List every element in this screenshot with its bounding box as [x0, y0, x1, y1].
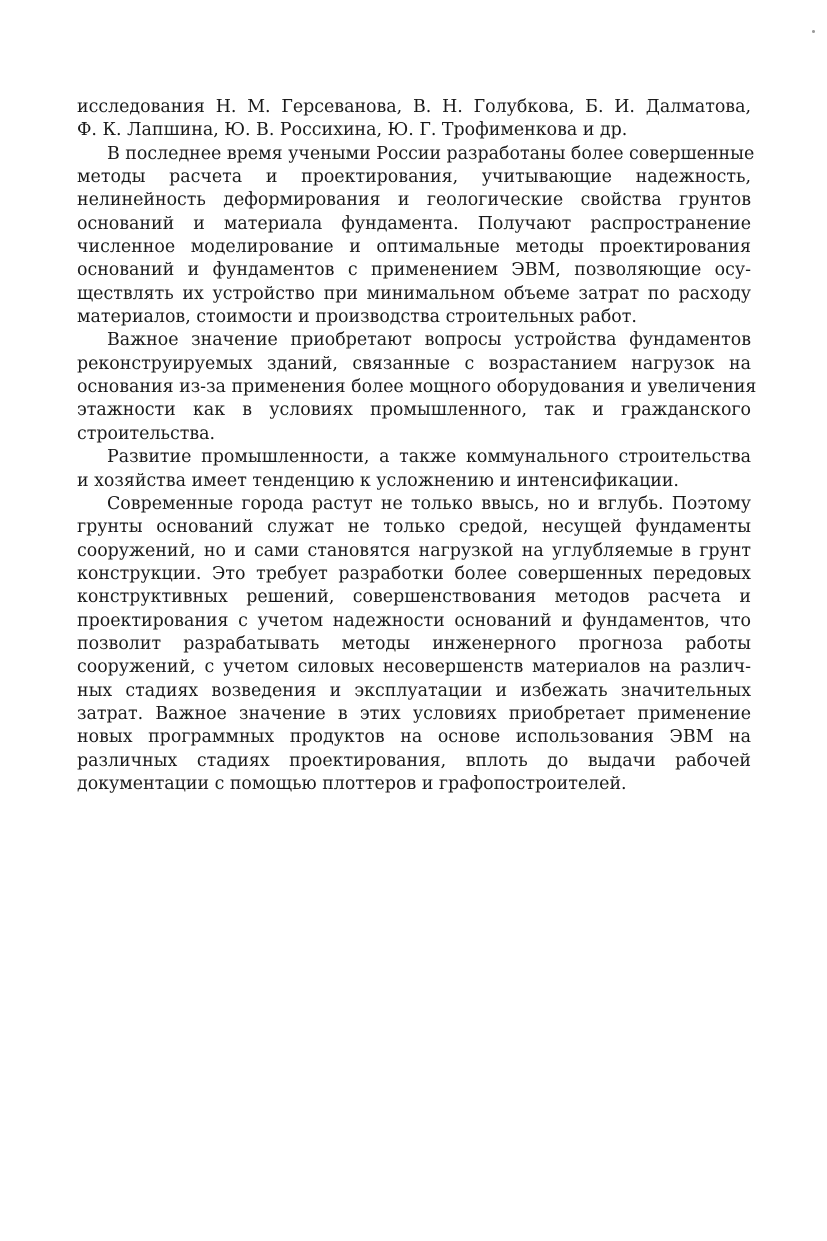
- text-line: проектирования с учетом надежности оснований и фундаментов, что: [77, 610, 751, 631]
- text-line: строительства.: [77, 423, 216, 444]
- text-line: методы расчета и проектирования, учитывающие надежность,: [77, 167, 751, 188]
- text-line: различных стадиях проектирования, вплоть до выдачи рабочей: [77, 750, 751, 771]
- text-line: сооружений, но и сами становятся нагрузкой на углубляемые в грунт: [77, 540, 751, 561]
- body-text: [77, 96, 757, 796]
- scan-dot-mark: [812, 30, 815, 33]
- paragraph: [77, 493, 751, 796]
- paragraph: [77, 96, 751, 143]
- text-line: исследования Н. М. Герсеванова, В. Н. Голубкова, Б. И. Далматова,: [77, 97, 751, 117]
- text-line: В последнее время учеными России разработаны более совершенные: [107, 143, 755, 164]
- text-line: Развитие промышленности, а также коммунального строительства: [107, 447, 751, 468]
- text-line: численное моделирование и оптимальные методы проектирования: [77, 237, 751, 258]
- text-line: Ф. К. Лапшина, Ю. В. Россихина, Ю. Г. Трофименкова и др.: [77, 120, 628, 141]
- text-line: материалов, стоимости и производства строительных работ.: [77, 307, 637, 328]
- text-line: затрат. Важное значение в этих условиях приобретает применение: [77, 703, 751, 724]
- text-line: основания из-за применения более мощного оборудования и увеличения: [77, 377, 757, 398]
- text-line: реконструируемых зданий, связанные с возрастанием нагрузок на: [77, 353, 751, 374]
- text-line: оснований и фундаментов с применением ЭВМ, позволяющие осу-: [77, 260, 751, 281]
- text-line: и хозяйства имеет тенденцию к усложнению и интенсификации.: [77, 470, 679, 491]
- text-line: конструкции. Это требует разработки более совершенных передовых: [77, 563, 751, 584]
- text-line: оснований и материала фундамента. Получают распространение: [77, 213, 751, 234]
- text-line: документации с помощью плоттеров и графопостроителей.: [77, 773, 627, 794]
- paragraph: [77, 329, 757, 446]
- text-line: Важное значение приобретают вопросы устройства фундаментов: [107, 330, 751, 351]
- text-line: этажности как в условиях промышленного, так и гражданского: [77, 400, 751, 421]
- text-line: Современные города растут не только ввысь, но и вглубь. Поэтому: [107, 493, 751, 514]
- paragraph: [77, 143, 755, 330]
- text-line: грунты оснований служат не только средой, несущей фундаменты: [77, 517, 751, 538]
- paragraph: [77, 446, 751, 493]
- text-line: нелинейность деформирования и геологические свойства грунтов: [77, 190, 751, 211]
- text-line: сооружений, с учетом силовых несовершенств материалов на различ-: [77, 657, 751, 678]
- text-line: конструктивных решений, совершенствования методов расчета и: [77, 587, 751, 608]
- text-line: ществлять их устройство при минимальном объеме затрат по расходу: [77, 283, 751, 304]
- text-line: ных стадиях возведения и эксплуатации и избежать значительных: [77, 680, 751, 701]
- text-line: позволит разрабатывать методы инженерного прогноза работы: [77, 633, 751, 654]
- text-line: новых программных продуктов на основе использования ЭВМ на: [77, 727, 751, 748]
